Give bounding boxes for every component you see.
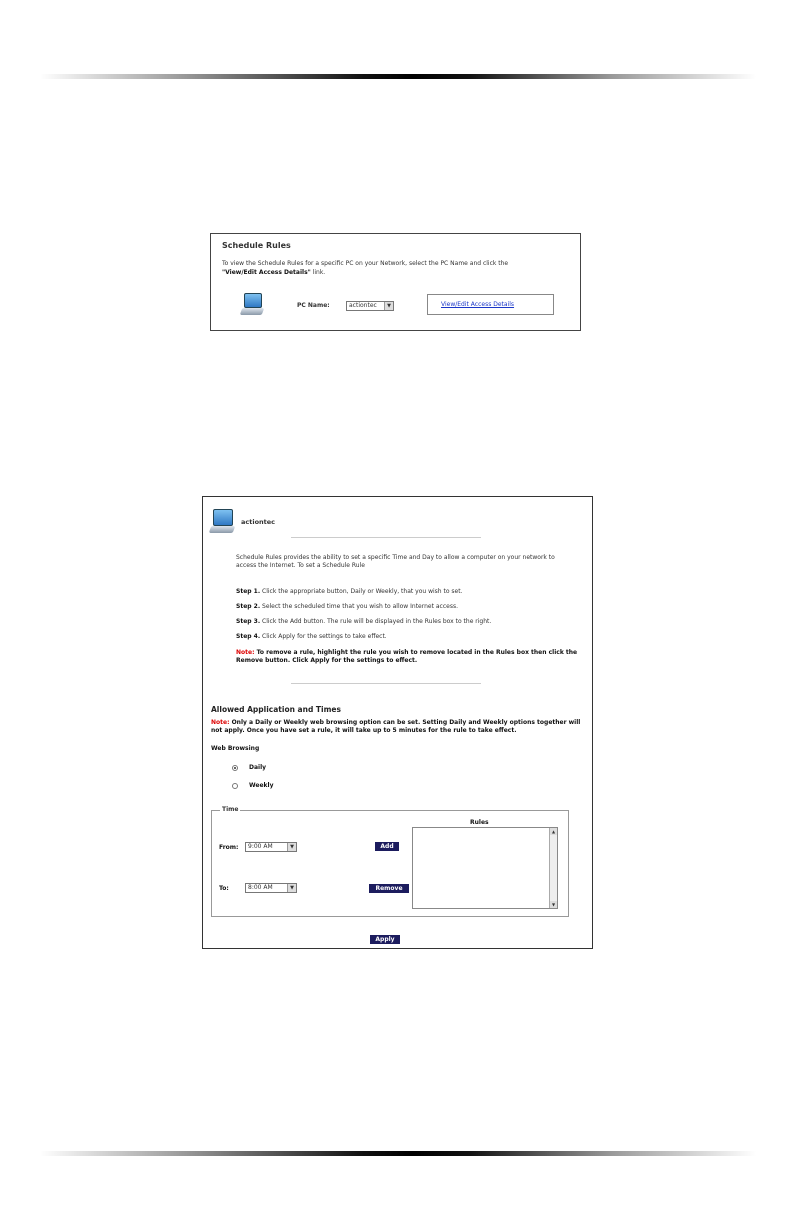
top-divider-rule — [40, 74, 756, 79]
time-legend: Time — [222, 806, 239, 813]
rules-scrollbar[interactable] — [549, 828, 557, 908]
daily-radio[interactable] — [232, 765, 238, 771]
bottom-divider-rule — [40, 1151, 756, 1156]
chevron-down-icon: ▼ — [287, 884, 296, 892]
divider — [291, 683, 481, 684]
schedule-rules-description: To view the Schedule Rules for a specific PC on your Network, select the PC Name and click the "View/Edit Access Details" link. — [222, 260, 509, 276]
schedule-rules-title: Schedule Rules — [222, 241, 291, 250]
rules-header: Rules — [470, 819, 489, 826]
divider — [291, 537, 481, 538]
step-3: Step 3. Click the Add button. The rule will be displayed in the Rules box to the right. — [236, 618, 492, 625]
weekly-radio[interactable] — [232, 783, 238, 789]
apply-button[interactable]: Apply — [370, 935, 400, 944]
scroll-down-icon[interactable]: ▼ — [551, 902, 556, 907]
remove-button[interactable]: Remove — [369, 884, 409, 893]
to-label: To: — [219, 885, 229, 892]
add-button[interactable]: Add — [375, 842, 399, 851]
computer-icon — [241, 293, 265, 317]
view-edit-access-details-link[interactable]: View/Edit Access Details — [441, 301, 515, 308]
chevron-down-icon: ▼ — [384, 302, 393, 310]
step-4: Step 4. Click Apply for the settings to take effect. — [236, 633, 387, 640]
step-2: Step 2. Select the scheduled time that you wish to allow Internet access. — [236, 603, 458, 610]
daily-label: Daily — [249, 764, 267, 771]
schedule-rules-panel — [210, 233, 581, 331]
scroll-up-icon[interactable]: ▲ — [551, 829, 556, 834]
web-browsing-note: Note: Only a Daily or Weekly web browsing option can be set. Setting Daily and Weekly options together will not apply. Once you have set a rule, it will take up to 5 minutes for the rule to take effect. — [211, 719, 581, 734]
web-browsing-label: Web Browsing — [211, 745, 260, 752]
from-label: From: — [219, 844, 239, 851]
remove-note: Note: To remove a rule, highlight the rule you wish to remove located in the Rules box then click the Remove button. Click Apply for the settings to effect. — [236, 649, 578, 664]
weekly-label: Weekly — [249, 782, 274, 789]
chevron-down-icon: ▼ — [287, 843, 296, 851]
view-edit-link-box — [427, 294, 554, 315]
allowed-apps-title: Allowed Application and Times — [211, 705, 341, 714]
intro-text: Schedule Rules provides the ability to set a specific Time and Day to allow a computer on your network to access the Internet. To set a Schedule Rule — [236, 554, 555, 569]
pc-username: actiontec — [241, 518, 276, 526]
rules-listbox[interactable] — [412, 827, 558, 909]
schedule-detail-panel — [202, 496, 593, 949]
pc-name-select[interactable]: actiontec ▼ — [346, 301, 394, 311]
pc-name-label: PC Name: — [297, 302, 330, 309]
step-1: Step 1. Click the appropriate button, Daily or Weekly, that you wish to set. — [236, 588, 463, 595]
from-time-select[interactable]: 9:00 AM ▼ — [245, 842, 297, 852]
to-time-select[interactable]: 8:00 AM ▼ — [245, 883, 297, 893]
computer-icon — [210, 509, 236, 535]
time-fieldset — [211, 806, 569, 917]
